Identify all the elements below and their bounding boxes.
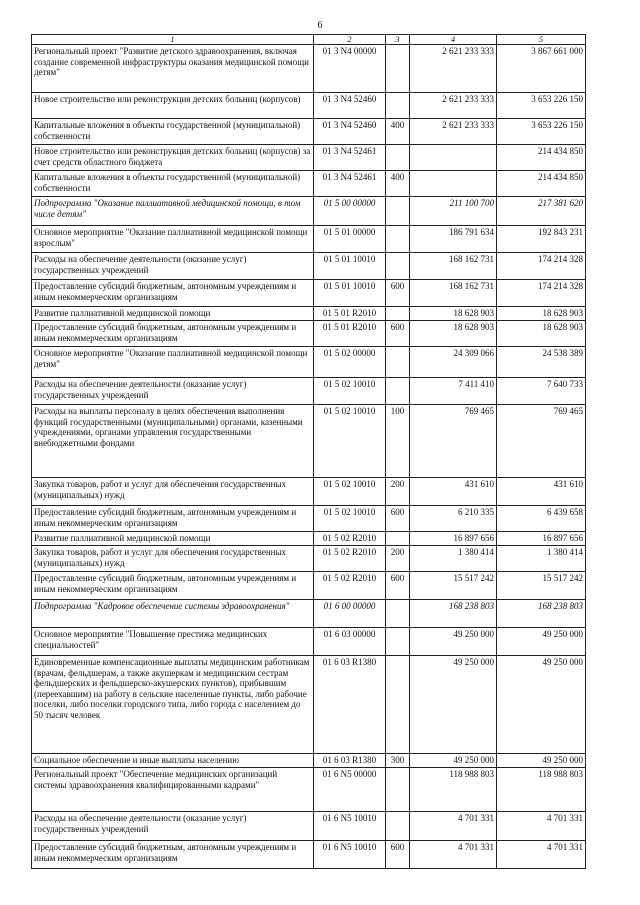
row-name: Основное мероприятие "Оказание паллиативной медицинской помощи детям" bbox=[32, 347, 314, 378]
table-row bbox=[32, 347, 586, 378]
row-sum-year2: 18 628 903 bbox=[497, 307, 586, 321]
table-row bbox=[32, 600, 586, 628]
row-sum-year1: 6 210 335 bbox=[410, 506, 497, 532]
row-sum-year1: 16 897 656 bbox=[410, 532, 497, 546]
row-code: 01 5 02 10010 bbox=[314, 405, 386, 478]
column-number: 2 bbox=[314, 35, 386, 45]
row-sum-year2: 4 701 331 bbox=[497, 812, 586, 841]
row-code: 01 3 N4 00000 bbox=[314, 45, 386, 93]
row-expense-type: 100 bbox=[386, 405, 410, 478]
row-code: 01 5 01 10010 bbox=[314, 253, 386, 280]
row-expense-type: 600 bbox=[386, 506, 410, 532]
row-sum-year2: 3 867 661 000 bbox=[497, 45, 586, 93]
row-code: 01 5 00 00000 bbox=[314, 197, 386, 226]
row-expense-type bbox=[386, 307, 410, 321]
row-expense-type bbox=[386, 197, 410, 226]
row-sum-year1: 49 250 000 bbox=[410, 628, 497, 656]
row-sum-year2: 168 238 803 bbox=[497, 600, 586, 628]
row-expense-type: 200 bbox=[386, 546, 410, 572]
row-sum-year2: 49 250 000 bbox=[497, 656, 586, 754]
row-code: 01 6 03 R1380 bbox=[314, 656, 386, 754]
row-expense-type bbox=[386, 347, 410, 378]
row-code: 01 6 00 00000 bbox=[314, 600, 386, 628]
row-code: 01 5 02 00000 bbox=[314, 347, 386, 378]
row-expense-type: 600 bbox=[386, 572, 410, 600]
row-sum-year1: 24 309 066 bbox=[410, 347, 497, 378]
row-sum-year1: 168 162 731 bbox=[410, 280, 497, 307]
row-name: Предоставление субсидий бюджетным, автономным учреждениям и иным некоммерческим организациям bbox=[32, 841, 314, 869]
row-name: Расходы на обеспечение деятельности (оказание услуг) государственных учреждений bbox=[32, 253, 314, 280]
column-number: 1 bbox=[32, 35, 314, 45]
row-code: 01 5 02 10010 bbox=[314, 506, 386, 532]
row-code: 01 5 01 00000 bbox=[314, 226, 386, 253]
row-name: Капитальные вложения в объекты государственной (муниципальной) собственности bbox=[32, 119, 314, 145]
row-code: 01 6 N5 00000 bbox=[314, 768, 386, 812]
row-code: 01 6 N5 10010 bbox=[314, 812, 386, 841]
row-code: 01 3 N4 52460 bbox=[314, 93, 386, 119]
row-sum-year2: 431 610 bbox=[497, 478, 586, 506]
row-sum-year2: 24 538 389 bbox=[497, 347, 586, 378]
row-sum-year2: 16 897 656 bbox=[497, 532, 586, 546]
row-sum-year1: 168 162 731 bbox=[410, 253, 497, 280]
row-name: Развитие паллиативной медицинской помощи bbox=[32, 532, 314, 546]
row-sum-year1: 431 610 bbox=[410, 478, 497, 506]
row-expense-type: 600 bbox=[386, 321, 410, 347]
table-row bbox=[32, 145, 586, 171]
row-expense-type: 400 bbox=[386, 171, 410, 197]
row-sum-year2: 15 517 242 bbox=[497, 572, 586, 600]
row-expense-type bbox=[386, 532, 410, 546]
budget-table bbox=[31, 34, 586, 869]
row-expense-type bbox=[386, 378, 410, 405]
row-sum-year2: 6 439 658 bbox=[497, 506, 586, 532]
row-expense-type: 200 bbox=[386, 478, 410, 506]
row-expense-type bbox=[386, 253, 410, 280]
row-sum-year1: 49 250 000 bbox=[410, 656, 497, 754]
row-code: 01 5 02 R2010 bbox=[314, 572, 386, 600]
row-sum-year2: 3 653 226 150 bbox=[497, 119, 586, 145]
row-name: Единовременные компенсационные выплаты медицинским работникам (врачам, фельдшерам, а также акушеркам и медицинским сестрам фельдшерских и фельдшерско-акушерских пунктов), прибывшим (переехавшим) на работу в сельские населенные пункты, либо рабочие поселки, либо поселки городского типа, либо города с населением до 50 тысяч человек bbox=[32, 656, 314, 754]
table-row bbox=[32, 546, 586, 572]
row-name: Новое строительство или реконструкция детских больниц (корпусов) bbox=[32, 93, 314, 119]
table-row bbox=[32, 93, 586, 119]
table-row bbox=[32, 45, 586, 93]
row-sum-year1: 2 621 233 333 bbox=[410, 93, 497, 119]
table-row bbox=[32, 321, 586, 347]
table-row bbox=[32, 841, 586, 869]
row-name: Предоставление субсидий бюджетным, автономным учреждениям и иным некоммерческим организациям bbox=[32, 280, 314, 307]
row-expense-type: 300 bbox=[386, 754, 410, 768]
row-code: 01 5 02 10010 bbox=[314, 378, 386, 405]
row-code: 01 3 N4 52461 bbox=[314, 171, 386, 197]
row-name: Закупка товаров, работ и услуг для обеспечения государственных (муниципальных) нужд bbox=[32, 478, 314, 506]
row-sum-year1 bbox=[410, 171, 497, 197]
table-row bbox=[32, 506, 586, 532]
table-row bbox=[32, 532, 586, 546]
row-code: 01 6 N5 10010 bbox=[314, 841, 386, 869]
column-number: 4 bbox=[410, 35, 497, 45]
row-sum-year2: 7 640 733 bbox=[497, 378, 586, 405]
row-sum-year1: 2 621 233 333 bbox=[410, 45, 497, 93]
row-sum-year2: 214 434 850 bbox=[497, 145, 586, 171]
row-sum-year1: 49 250 000 bbox=[410, 754, 497, 768]
table-row bbox=[32, 378, 586, 405]
row-sum-year2: 192 843 231 bbox=[497, 226, 586, 253]
row-name: Закупка товаров, работ и услуг для обеспечения государственных (муниципальных) нужд bbox=[32, 546, 314, 572]
row-code: 01 5 02 R2010 bbox=[314, 532, 386, 546]
table-row bbox=[32, 171, 586, 197]
row-sum-year2: 217 381 620 bbox=[497, 197, 586, 226]
row-sum-year1: 1 380 414 bbox=[410, 546, 497, 572]
row-name: Капитальные вложения в объекты государственной (муниципальной) собственности bbox=[32, 171, 314, 197]
table-row bbox=[32, 405, 586, 478]
row-code: 01 5 01 10010 bbox=[314, 280, 386, 307]
row-name: Предоставление субсидий бюджетным, автономным учреждениям и иным некоммерческим организациям bbox=[32, 321, 314, 347]
table-row bbox=[32, 656, 586, 754]
row-sum-year2: 3 653 226 150 bbox=[497, 93, 586, 119]
row-name: Предоставление субсидий бюджетным, автономным учреждениям и иным некоммерческим организациям bbox=[32, 572, 314, 600]
row-sum-year2: 174 214 328 bbox=[497, 253, 586, 280]
row-sum-year1: 168 238 803 bbox=[410, 600, 497, 628]
row-name: Региональный проект "Обеспечение медицинских организаций системы здравоохранения квалифицированными кадрами" bbox=[32, 768, 314, 812]
row-code: 01 6 03 00000 bbox=[314, 628, 386, 656]
table-row bbox=[32, 572, 586, 600]
row-sum-year2: 1 380 414 bbox=[497, 546, 586, 572]
row-name: Социальное обеспечение и иные выплаты населению bbox=[32, 754, 314, 768]
row-sum-year2: 174 214 328 bbox=[497, 280, 586, 307]
row-expense-type bbox=[386, 600, 410, 628]
table-row bbox=[32, 754, 586, 768]
row-name: Региональный проект "Развитие детского здравоохранения, включая создание современной инфраструктуры оказания медицинской помощи детям" bbox=[32, 45, 314, 93]
row-sum-year1: 15 517 242 bbox=[410, 572, 497, 600]
row-sum-year2: 118 988 803 bbox=[497, 768, 586, 812]
row-name: Подпрограмма "Кадровое обеспечение системы здравоохранения" bbox=[32, 600, 314, 628]
row-name: Развитие паллиативной медицинской помощи bbox=[32, 307, 314, 321]
table-row bbox=[32, 119, 586, 145]
row-sum-year1: 7 411 410 bbox=[410, 378, 497, 405]
table-row bbox=[32, 307, 586, 321]
row-code: 01 6 03 R1380 bbox=[314, 754, 386, 768]
row-sum-year2: 49 250 000 bbox=[497, 754, 586, 768]
row-sum-year2: 18 628 903 bbox=[497, 321, 586, 347]
row-sum-year1: 18 628 903 bbox=[410, 321, 497, 347]
row-code: 01 5 02 R2010 bbox=[314, 546, 386, 572]
row-sum-year1: 769 465 bbox=[410, 405, 497, 478]
row-name: Предоставление субсидий бюджетным, автономным учреждениям и иным некоммерческим организациям bbox=[32, 506, 314, 532]
column-number-row bbox=[32, 35, 586, 45]
row-name: Основное мероприятие "Оказание паллиативной медицинской помощи взрослым" bbox=[32, 226, 314, 253]
row-sum-year1: 118 988 803 bbox=[410, 768, 497, 812]
row-name: Расходы на выплаты персоналу в целях обеспечения выполнения функций государственными (муниципальными) органами, казенными учреждениями, органами управления государственными внебюджетными фондами bbox=[32, 405, 314, 478]
column-number: 3 bbox=[386, 35, 410, 45]
table-row bbox=[32, 253, 586, 280]
row-expense-type bbox=[386, 628, 410, 656]
row-sum-year2: 4 701 331 bbox=[497, 841, 586, 869]
row-expense-type bbox=[386, 226, 410, 253]
page-number: 6 bbox=[317, 20, 323, 31]
row-expense-type bbox=[386, 812, 410, 841]
row-sum-year1: 186 791 634 bbox=[410, 226, 497, 253]
row-sum-year1: 18 628 903 bbox=[410, 307, 497, 321]
table-row bbox=[32, 280, 586, 307]
row-name: Новое строительство или реконструкция детских больниц (корпусов) за счет средств областного бюджета bbox=[32, 145, 314, 171]
row-expense-type bbox=[386, 93, 410, 119]
row-code: 01 5 01 R2010 bbox=[314, 321, 386, 347]
row-sum-year1 bbox=[410, 145, 497, 171]
row-code: 01 3 N4 52460 bbox=[314, 119, 386, 145]
row-code: 01 5 01 R2010 bbox=[314, 307, 386, 321]
row-expense-type bbox=[386, 45, 410, 93]
row-expense-type: 600 bbox=[386, 841, 410, 869]
table-row bbox=[32, 478, 586, 506]
row-code: 01 3 N4 52461 bbox=[314, 145, 386, 171]
column-number: 5 bbox=[497, 35, 586, 45]
table-row bbox=[32, 628, 586, 656]
row-name: Расходы на обеспечение деятельности (оказание услуг) государственных учреждений bbox=[32, 812, 314, 841]
table-row bbox=[32, 768, 586, 812]
row-sum-year1: 2 621 233 333 bbox=[410, 119, 497, 145]
row-sum-year2: 49 250 000 bbox=[497, 628, 586, 656]
row-expense-type bbox=[386, 145, 410, 171]
row-sum-year2: 214 434 850 bbox=[497, 171, 586, 197]
row-sum-year1: 4 701 331 bbox=[410, 841, 497, 869]
row-code: 01 5 02 10010 bbox=[314, 478, 386, 506]
row-sum-year2: 769 465 bbox=[497, 405, 586, 478]
row-sum-year1: 4 701 331 bbox=[410, 812, 497, 841]
table-row bbox=[32, 226, 586, 253]
row-name: Основное мероприятие "Повышение престижа медицинских специальностей" bbox=[32, 628, 314, 656]
table-row bbox=[32, 197, 586, 226]
row-expense-type bbox=[386, 656, 410, 754]
row-expense-type: 600 bbox=[386, 280, 410, 307]
row-expense-type bbox=[386, 768, 410, 812]
row-name: Расходы на обеспечение деятельности (оказание услуг) государственных учреждений bbox=[32, 378, 314, 405]
row-sum-year1: 211 100 700 bbox=[410, 197, 497, 226]
table-row bbox=[32, 812, 586, 841]
row-expense-type: 400 bbox=[386, 119, 410, 145]
row-name: Подпрограмма "Оказание паллиативной медицинской помощи, в том числе детям" bbox=[32, 197, 314, 226]
